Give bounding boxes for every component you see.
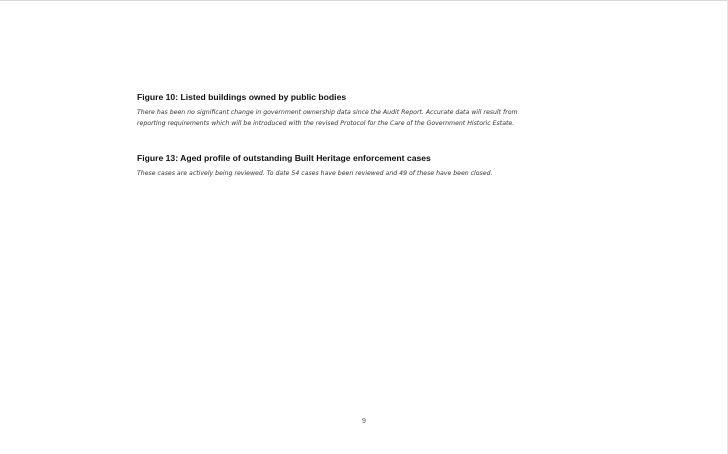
paragraph-line: These cases are actively being reviewed. To date 54 cases have been reviewed and 49 of these have been closed. [137, 170, 493, 177]
paragraph-line: reporting requirements which will be introduced with the revised Protocol for the Care of the Government Historic Estate. [137, 119, 515, 127]
figure-13-paragraph [137, 169, 597, 180]
page-number: 9 [362, 418, 366, 425]
page-top-edge [0, 0, 728, 1]
paragraph-line: There has been no significant change in government ownership data since the Audit Report. Accurate data will result from [137, 109, 518, 116]
figure-13-section [137, 153, 597, 180]
figure-10-section [137, 92, 597, 129]
figure-10-paragraph [137, 108, 597, 129]
figure-13-heading: Figure 13: Aged profile of outstanding Built Heritage enforcement cases [137, 153, 431, 163]
figure-10-heading: Figure 10: Listed buildings owned by public bodies [137, 92, 347, 102]
